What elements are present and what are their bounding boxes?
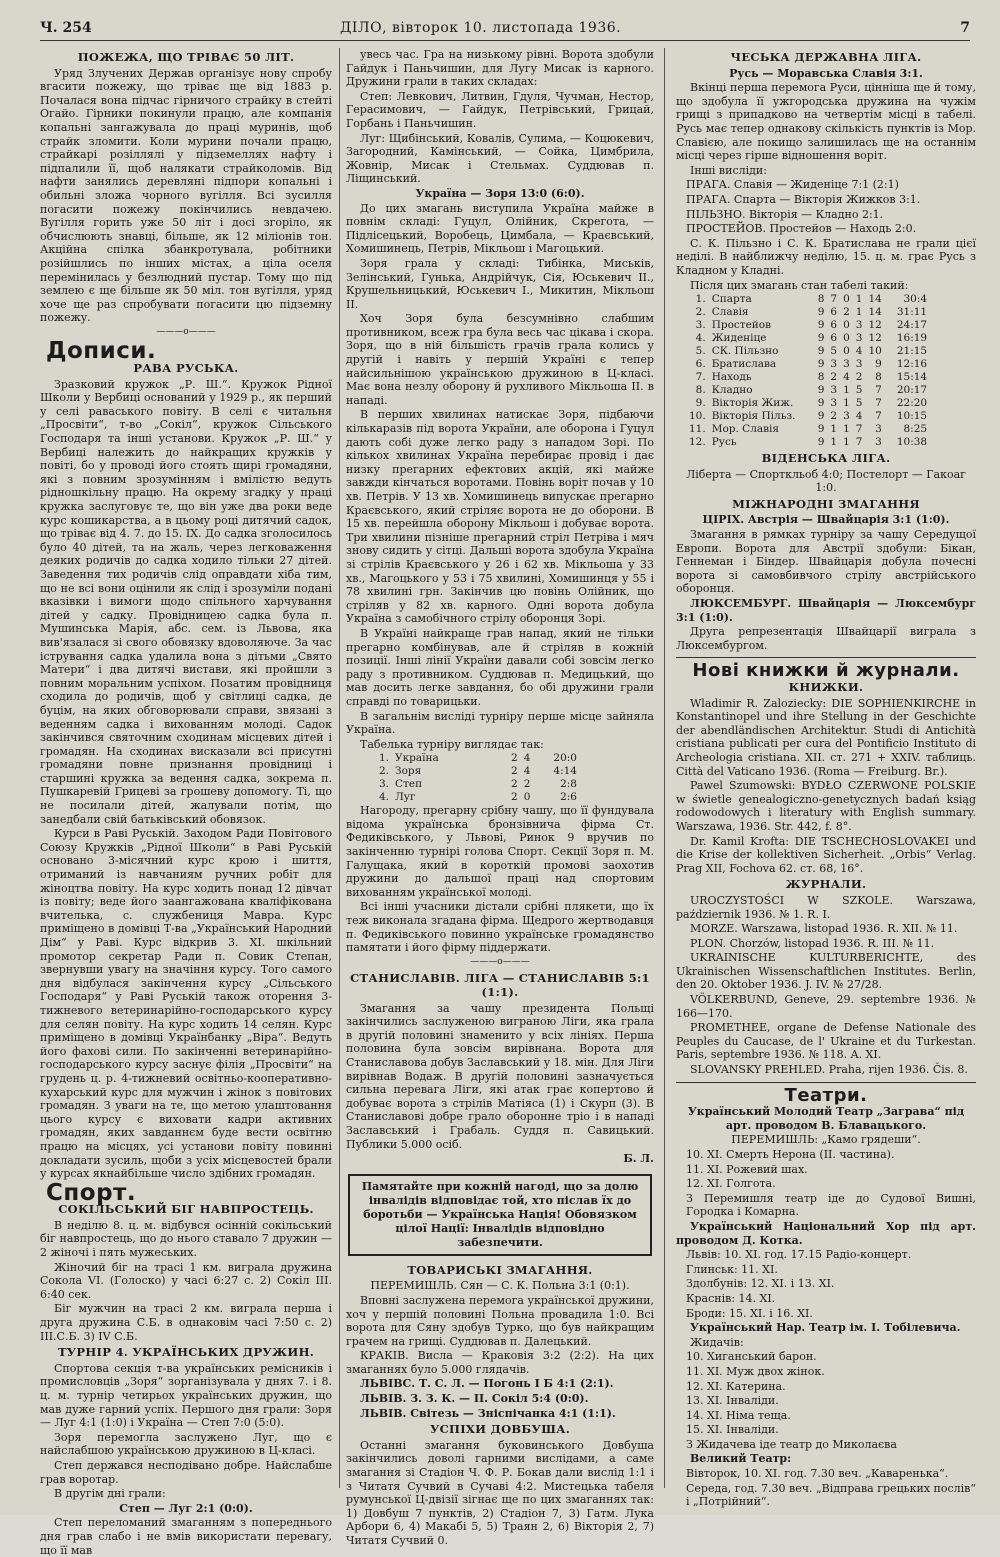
tournament-table-caption: Табелька турніру виглядає так: — [360, 737, 544, 751]
journals-subheading: ЖУРНАЛИ. — [785, 877, 867, 892]
lviv-result-1: ЛЬВІВС. Т. С. Л. — Погонь І Б 4:1 (2:1). — [360, 1377, 614, 1391]
row-games: 2 — [511, 765, 518, 778]
row-d: 1 — [843, 384, 850, 397]
row-w: 3 — [830, 384, 838, 397]
other-results-label: Інші висліди: — [690, 163, 767, 177]
row-position: 11. — [689, 423, 706, 436]
row-goals: 10:38 — [896, 436, 928, 449]
vienna-title: ВІДЕНСЬКА ЛІГА. — [761, 451, 891, 466]
row-position: 8. — [695, 384, 706, 397]
row-d: 2 — [843, 306, 850, 319]
step-lineup: Степ: Левкович, Литвин, Гдуля, Чучман, Нестор, Герасимович, — Гайдук, Петрівський, Грицай, Горбань і Паньчишин. — [346, 89, 654, 130]
book-3: Dr. Kamil Krofta: DIE TSCHECHOSLOVAKEI und die Krise der kollektiven Sicherheit. „Orbis“ Verlag. Prag XII, Fochova 62. ст. 68, 16°. — [676, 834, 976, 875]
table-row — [686, 319, 930, 332]
row-d: 3 — [843, 410, 850, 423]
row-l: 4 — [855, 345, 863, 358]
uz-paragraph-4: В перших хвилинах натискає Зоря, підбаючи кількаразів під ворота України, але оборона і Гуцул дають собі дуже легко раду з нападом Зорі. По кількох хвилинах Україна перебирає провід і дає низку прегарних ефектових акцій, які майже завжди кінчаться воротами. Повінь воріт почав у 10 хв. Петрів. У 13 хв. Хомишинець випускає прегарно Краєвського, який стріляє ворота не до оборони. В 15 хв. перейшла оборону Мікльош і добуває ворота. Три хвилини пізніше прегарний стріл Петріва і мяч знову сидить у сітці. Дальші ворота здобула Україна зі стрілів Краєвського у 26 і 62 хв. Мікльоша у 33 хв., Магоцького у 53 і 75 хвилині, Хомишинця у 55 і 78 хвилині грн. Закінчив цю повінь Олійник, що стріляв у 82 хв. карного. Одні ворота добула Україна з самобічного стрілу оборонця Зорі. — [346, 408, 654, 626]
rava-paragraph-2: Курси в Раві Руській. Заходом Ради Повітового Союзу Кружків „Рідної Школи“ в Раві Руській основано 3-місячний курс крою і шиття, отриманий із навчаниям ручних робіт для жіноцтва повіту. На курс ходить понад 12 дівчат із повіту; веде його заангажована кваліфікована вчителька, с. службениця Мавра. Курс приміщено в домівці Т-ва „Український Народний Дім“ у Раві. Курс відкрив 3. XI. шкільний промотор секретар Ради п. Совик Степан, звернувши увагу на значіння курсу. Того самого дня відбулася закінчення курсу „Сільського Господаря“ у Раві Руській також оторення 3-тижневого ветеринарійно-господарського курсу для селян повіту. На курс ходить 14 селян. Курс приміщено в домівці Українбанку „Віра“. Ведуть його фахові сили. По закінченні ветеринарійно-господарського курсу заснує філія „Просвіти“ на грудень ц. р. 4-тижневий освітньо-кооперативно-кухарський курс для мужчин і жінок з повітових громадян. З уваги на те, що метою улаштовання цього курсу є виховати кадри активних громадян, яких завданнєм буде вести освітню працю на місцях, усі установи повіту повинні докладати зусиль, щоби з усіх місцевостей брали у курсах якнайбільше число здібних громадян. — [40, 827, 332, 1181]
uz-paragraph-1: До цих змагань виступила Україна майже в повнім складі: Гуцул, Олійник, Скрегота, — Підлісецький, Воробець, Цимбала, — Краєвський, Хомишинець, Петрів, Мікльош і Магоцький. — [346, 201, 654, 256]
sokil-text: В неділю 8. ц. м. відбувся осінній сокільський біг навпростець, що до нього ставало 7 дружин — 2 жіночі і пять мужеських. — [40, 1218, 332, 1260]
row-g: 9 — [817, 319, 825, 332]
tournament-title: ТУРНІР 4. УКРАЇНСЬКИХ ДРУЖИН. — [57, 1345, 315, 1360]
list-item: 10. XI. Смерть Нерона (II. частина). — [686, 1148, 895, 1161]
journal-item: VÖLKERBUND, Geneve, 29. septembre 1936. № 166—170. — [676, 993, 976, 1020]
rava-title: РАВА РУСЬКА. — [133, 361, 239, 376]
intl-title: МІЖНАРОДНІ ЗМАГАННЯ — [732, 496, 920, 511]
table-row — [686, 436, 930, 449]
row-goals: 24:17 — [896, 319, 928, 332]
page-header — [40, 18, 970, 41]
row-team: Русь — [711, 436, 737, 449]
friendly-title: ТОВАРИСЬКІ ЗМАГАННЯ. — [407, 1262, 593, 1277]
list-item: 12. XI. Голгота. — [686, 1177, 776, 1191]
book-2: Pawel Szumowski: BYDŁO CZERWONE POLSKIE w świetle genealogiczno-genetycznych badań ksiąg rodowodowych i literatury with English summary. Warszawa, 1936. Str. 442, f. 8°. — [676, 779, 976, 833]
row-goals: 20:17 — [896, 384, 928, 397]
row-w: 1 — [830, 423, 838, 436]
row-d: 4 — [843, 371, 850, 384]
row-l: 1 — [855, 293, 863, 306]
league-table — [686, 293, 930, 449]
page-number-left: Ч. 254 — [40, 20, 92, 36]
list-item: 14. XI. Німа теща. — [686, 1408, 791, 1422]
fire-title: ПОЖЕЖА, ЩО ТРІВАЄ 50 ЛІТ. — [77, 50, 295, 64]
separator-circle: ———o——— — [156, 326, 216, 337]
row-d: 0 — [843, 319, 850, 332]
row-team: Степ — [395, 778, 423, 791]
theatre-2-list — [676, 1248, 976, 1320]
table-row — [376, 791, 580, 804]
row-pts: 14 — [868, 306, 882, 319]
column-3 — [676, 48, 976, 1509]
table-row — [376, 765, 580, 778]
boxed-notice: Памятайте при кожній нагоді, що за долю інвалідів відповідає той, хто післав їх до боротьби — Українська Нація! Обовязком цілої Нації: Інвалідів відповідно забезпечити. — [348, 1174, 652, 1256]
intl-paragraph-1: Змагання в рямках турніру за чашу Середущої Европи. Ворота для Австрії здобули: Бікан, Геннеман і Біндер. Швайцарія добула почесні ворота зі самовбивчого стрілу австрійського оборонця. — [676, 528, 976, 596]
row-goals: 30:4 — [903, 293, 928, 306]
row-position: 9. — [695, 397, 706, 410]
uz-paragraph-6: В загальнім висліді турніру перше місце зайняла Україна. — [346, 709, 654, 737]
separator-circle: ———o——— — [470, 956, 530, 967]
krakiv-result: КРАКІВ. Висла — Краковія 3:2 (2:2). На цих змаганнях було 5.000 глядачів. — [346, 1349, 654, 1376]
theatre-heading: Театри. — [784, 1084, 868, 1106]
theatre-3-title: Український Нар. Театр ім. І. Тобілевича. — [690, 1321, 961, 1335]
row-pts: 12 — [868, 319, 882, 332]
row-position: 5. — [695, 345, 706, 358]
row-team: Жиденіце — [711, 332, 767, 345]
row-pts: 14 — [868, 293, 882, 306]
divider — [676, 1082, 976, 1083]
result-item: ПІЛЬЗНО. Вікторія — Кладно 2:1. — [686, 207, 884, 221]
row-team: Зоря — [395, 765, 422, 778]
row-position: 3. — [379, 778, 390, 791]
list-item: 10. Хиганський барон. — [686, 1350, 817, 1364]
row-team: Простейов — [711, 319, 772, 332]
list-item: Середа, год. 7.30 веч. „Відправа грецьких послів“ і „Потрійний“. — [686, 1481, 976, 1509]
signature: Б. Л. — [623, 1152, 654, 1166]
dovbush-title: УСПІХИ ДОВБУША. — [429, 1422, 571, 1437]
row-team: Вікторія Пільз. — [711, 410, 796, 423]
books-heading: Нові книжки й журнали. — [692, 660, 960, 682]
table-row — [686, 293, 930, 306]
row-team: Вікторія Жиж. — [711, 397, 794, 410]
list-item: 12. XI. Катерина. — [686, 1379, 786, 1393]
row-points: 4 — [523, 752, 531, 765]
list-item: Вівторок, 10. XI. год. 7.30 веч. „Каваренька“. — [686, 1467, 949, 1481]
list-item: З Перемишля театр іде до Судової Вишні, Городка і Комарна. — [686, 1191, 976, 1219]
row-goals: 12:16 — [896, 358, 928, 371]
results-list — [676, 178, 976, 235]
row-team: Мор. Славія — [711, 423, 780, 436]
journal-item: MORZE. Warszawa, listopad 1936. R. XII. № 11. — [690, 922, 958, 936]
masthead: ДІЛО, вівторок 10. листопада 1936. — [340, 20, 622, 36]
intl-paragraph-2: Друга репрезентація Швайцарії виграла з Люксембургом. — [676, 625, 976, 652]
row-team: СК. Пільзно — [711, 345, 779, 358]
list-item: Краснів: 14. XI. — [686, 1291, 776, 1305]
row-games: 2 — [511, 791, 518, 804]
row-goals: 21:15 — [896, 345, 928, 358]
list-item: 11. XI. Муж двох жінок. — [686, 1364, 825, 1378]
row-position: 10. — [689, 410, 706, 423]
row-team: Находь — [711, 371, 752, 384]
row-goals: 8:25 — [903, 423, 928, 436]
row-team: Кладно — [711, 384, 753, 397]
row-d: 3 — [843, 358, 850, 371]
luxembourg-result: ЛЮКСЕМБУРГ. Швайцарія — Люксембург 3:1 (1:0). — [676, 597, 976, 624]
row-w: 6 — [830, 306, 838, 319]
row-g: 9 — [817, 423, 825, 436]
row-points: 2 — [523, 778, 531, 791]
row-goals: 15:14 — [896, 371, 928, 384]
tournament-paragraph-3: Степ держався несподівано добре. Найслабше грав воротар. — [40, 1458, 332, 1486]
table-row — [686, 345, 930, 358]
theatre-2-title: Український Національний Хор під арт. проводом Д. Котка. — [676, 1219, 976, 1247]
row-l: 5 — [855, 397, 863, 410]
list-item: З Жидачева іде театр до Миколаєва — [686, 1437, 897, 1451]
row-w: 3 — [830, 397, 838, 410]
row-g: 9 — [817, 384, 825, 397]
row-w: 2 — [830, 410, 838, 423]
row-g: 9 — [817, 397, 825, 410]
list-item: 15. XI. Інваліди. — [686, 1423, 779, 1437]
rava-paragraph-1: Зразковий кружок „Р. Ш.“. Кружок Рідної Школи у Вербиці оснований у 1929 р., як перший у селі раваського повіту. В селі є читальня „Просвіти“, т-во „Сокіл“, кружок Сільського Господаря та інші установи. Кружок „Р. Ш.“ у Вербиці належить до найкращих кружків у повіті, бо у проводі його стоять щирі громадяни, які з повним зрозумінням і вмілістю ведуть рідношкільну працю. На окрему згадку у праці кружка заслуговує те, що він уже два роки веде курс кошикарства, а в цьому році дитячий садок, що тріває від 4. 7. до 15. IX. До садка зголосилось було 40 дітей, та на жаль, через легковаження деяких родичів до садка ходило тільки 27 дітей. Заведення тих родичів слід оправдати хіба тим, що не всі вони оцінили як слід і зрозуміли подані вказівки і вимоги щодо спільного харчування дітей у садку. Провідницею садка була п. Мушинська Марія, абс. сем. із Львова, яка вив'язалася зі свого обовязку вдоволяюче. За час істрування садка удалила вона з дітьми „Свято Матери“ і два дитячі вистави, які пройшли з повним моральним успіхом. Позатим провідниця сходила до родичів, щоб у світлиці садка, де буцім, на яких обговорювали справи, звязані з веденням садка і вихованням молоді. Садок закінчився святочним сходинам місцевих дітей і громадян. На сходинах висказали всі присутні громадяни повне признання провідниці і старшині кружка за ведення садка, зокрема п. Пушкаревій Грицеві за грошеву допомогу. Ті, що не посилали дітей, жалували потім, що занедбали свій батьківський обовязок. — [40, 377, 332, 826]
row-g: 8 — [817, 293, 825, 306]
row-pts: 8 — [875, 371, 882, 384]
row-g: 9 — [817, 306, 825, 319]
list-item: Львів: 10. XI. год. 17.15 Радіо-концерт. — [686, 1248, 912, 1262]
row-d: 1 — [843, 397, 850, 410]
przemysl-result: ПЕРЕМИШЛЬ. Сян — С. К. Польна 3:1 (0:1). — [370, 1279, 630, 1293]
row-position: 1. — [379, 752, 390, 765]
journal-item: SLOVANSKY PREHLED. Praha, rijen 1936. Čis. 8. — [690, 1063, 968, 1077]
row-g: 9 — [817, 436, 825, 449]
zurich-result: ЦІРІХ. Австрія — Швайцарія 3:1 (1:0). — [702, 513, 950, 527]
tournament-paragraph-1: Спортова секція т-ва українських ремісників і промисловців „Зоря“ зорганізувала у днях 7. і 8. ц. м. турнір четирьох українських дружин, що мав дуже гарний успіх. Першого дня грали: Зоря — Луг 4:1 (1:0) і Україна — Степ 7:0 (5:0). — [40, 1361, 332, 1430]
table-row — [686, 306, 930, 319]
page-number-right: 7 — [960, 20, 970, 36]
row-position: 4. — [379, 791, 390, 804]
lviv-result-2: ЛЬВІВ. З. З. К. — II. Сокіл 5:4 (0:0). — [360, 1392, 589, 1406]
column-2 — [346, 48, 654, 1547]
lviv-result-3: ЛЬВІВ. Світезь — Зніспічанка 4:1 (1:1). — [360, 1406, 616, 1420]
row-pts: 7 — [875, 397, 882, 410]
row-w: 1 — [830, 436, 838, 449]
row-w: 6 — [830, 319, 838, 332]
theatre-4-list — [676, 1467, 976, 1509]
theatre-1-title: Український Молодий Театр „Заграва“ під арт. проводом В. Блавацького. — [687, 1105, 965, 1132]
row-games: 2 — [511, 752, 518, 765]
row-w: 7 — [830, 293, 838, 306]
ukraina-zorya-result: Україна — Зоря 13:0 (6:0). — [415, 186, 585, 200]
step-lug-result: Степ — Луг 2:1 (0:0). — [119, 1501, 253, 1515]
table-row — [376, 752, 580, 765]
journal-item: UKRAINISCHE KULTURBERICHTE, des Ukrainischen Wissenschaftlichen Institutes. Berlin, den 20. Oktober 1936. J. IV. № 27/28. — [676, 951, 976, 992]
journal-item: PROMETHEE, organe de Defense Nationale des Peuples du Caucase, de l' Ukraine et du Turkestan. Paris, septembre 1936. № 118. A. XI. — [676, 1021, 976, 1062]
row-l: 3 — [855, 358, 863, 371]
row-position: 2. — [695, 306, 706, 319]
journal-item: PLON. Chorzów, listopad 1936. R. III. № 11. — [690, 936, 935, 950]
row-points: 0 — [523, 791, 531, 804]
row-games: 2 — [511, 778, 518, 791]
uz-paragraph-2: Зоря грала у складі: Тибінка, Миськів, Зелінський, Гунька, Андрійчук, Сія, Юськевич II., Крушельницький, Юськевич I., Микитин, Мікльош II. — [346, 256, 654, 311]
row-d: 0 — [843, 332, 850, 345]
stanyslaviv-text: Змагання за чашу президента Польщі закінчились заслуженою виграною Ліги, яка грала в другій половині знаменито у всіх лініях. Перша половина була зовсім вирівнана. Ворота для Станиславова добув Заславський у 18. мін. Для Ліги вирівнав Водаж. В другій половині зазначується сильна перевага Ліги, які атак грає копертово й добуває ворота з стрілів Матіяса (1) і Скурп (3). В Станиславові добре грало оборонне тріо і в нападі Заславський і Грабаль. Суддя п. Савицький. Публики 5.000 осіб. — [346, 1001, 654, 1151]
stanyslaviv-title: СТАНИСЛАВІВ. ЛІГА — СТАНИСЛАВІВ 5:1 (1:1). — [350, 971, 650, 999]
uz-paragraph-5: В Україні найкраще грав напад, який не тільки прегарно комбінував, але й стріляв в кожній позиції. Інші лінії України давали собі зовсім легко раду з противником. Суддював п. Медицький, що мав досить легке завдання, бо обі дружини грали справді по товарицьки. — [346, 626, 654, 708]
przemysl-text: Вповні заслужена перемога української дружини, хоч у першій половині Польна провадила 1:0. Всі ворота для Сяну здобув Турко, що був найкращим грачем на грищі. Суддював п. Далецький. — [346, 1293, 654, 1348]
row-team: Братислава — [711, 358, 777, 371]
sokil-men: Біг мужчин на трасі 2 км. виграла перша і друга дружина С.Б. в однаковім часі 7:50 с. 2) III.С.Б. 3) IV С.Б. — [40, 1302, 332, 1343]
list-item: Глинськ: 11. XI. — [686, 1262, 778, 1276]
row-d: 1 — [843, 436, 850, 449]
result-item: ПРАГА. Славія — Жиденіце 7:1 (2:1) — [686, 178, 899, 192]
fire-text: Уряд Злучених Держав організує нову спробу вгасити пожежу, що тріває ще від 1883 р. Почалася вона підчас гірничого страйку в стейті Огайо. Гірники покинули працю, але компанія копальні зангажувала до праці муринів, щоб страйк зломити. Коли мурини почали працю, страйкарі розіллялі у підземеллях нафту і підпалили її, щоб налякати страйколомів. Від нафти занялись деревляні підпори копальні і обильні зложа чорного вугілля. Всі зусилля погасити пожежу покінчились невдачею. Вугілля горить уже 50 літ і досі згоріло, як обчислюють знавці, більше, як 12 міліонів тон. Акційна спілка збанкротувала, робітники розійшлись по інших містах, а ціла оселя перемінилась у безлюдний пустар. Тому що під землею є ще більше як 50 міл. тон вугілля, уряд хоче ще раз спробувати погасити цю підземну пожежу. — [40, 66, 332, 325]
row-pts: 7 — [875, 410, 882, 423]
book-1: Wladimir R. Zaloziecky: DIE SOPHIENKIRCHE in Konstantinopel und ihre Stellung in der Geschichte der abendländischen Architektur. Studi di Antichità cristiana publicati per cura del Pontificio Instituto di Archeologia cristiana. XII. ст. 271 + XXIV. таблиць. Città del Vaticano 1936. (Roma — Freiburg. Br.). — [676, 696, 976, 778]
row-goals: 22:20 — [896, 397, 928, 410]
uz-paragraph-3: Хоч Зоря була безсумнівно слабшим противником, всеж гра була весь час цікава і скора. Зоря, що в ній більшість грачів грала колись у другій і навіть у першій Україні є тепер найсильнішою українською дружиною в Ц-класі. Має вона незлу оборону й рухливого Мікльоша II. в нападі. — [346, 312, 654, 407]
row-d: 0 — [843, 345, 850, 358]
table-row — [686, 397, 930, 410]
table-row — [686, 371, 930, 384]
row-position: 3. — [695, 319, 706, 332]
tournament-paragraph-5: Степ переломаний змаганням з попереднього дня грав слабо і не вмів використати перевагу, що її мав — [40, 1516, 332, 1557]
sport-heading: Спорт. — [46, 1179, 137, 1206]
czech-paragraph-2: С. К. Пільзно і С. К. Братислава не грали цієї неділі. В найближчу неділю, 15. ц. м. грає Русь з Кладном у Кладні. — [676, 236, 976, 277]
row-goals: 4:14 — [553, 765, 577, 778]
czech-paragraph-1: Вкінці перша перемога Руси, цінніша ще й тому, що здобула її ужгородська дружина на чужім грищі з припадково на четвертім місці в табелі. Русь має тепер однакову скількість пунктів із Мор. Славією, але покищо залишилась ще на останнім місці через гірше відношення воріт. — [676, 81, 976, 163]
column-rule-2 — [664, 48, 665, 1488]
row-position: 1. — [695, 293, 706, 306]
row-goals: 2:6 — [560, 791, 577, 804]
list-item: Здолбунів: 12. XI. і 13. XI. — [686, 1277, 835, 1291]
column-1 — [40, 48, 332, 1557]
row-pts: 3 — [875, 423, 882, 436]
theatre-3-list — [676, 1350, 976, 1451]
row-w: 5 — [830, 345, 838, 358]
result-item: ПРОСТЕЙОВ. Простейов — Находь 2:0. — [686, 222, 917, 236]
row-goals: 10:15 — [896, 410, 928, 423]
uz-paragraph-8: Всі інші учасники дістали срібні плякети, що їх теж виконала згадана фірма. Щедрого жертводавця п. Федиківського повинно українське громадянство памятати і його фірму піддержати. — [346, 900, 654, 955]
divider — [676, 657, 976, 658]
row-position: 6. — [695, 358, 706, 371]
row-g: 9 — [817, 345, 825, 358]
row-goals: 2:8 — [560, 778, 577, 791]
row-d: 0 — [843, 293, 850, 306]
league-table-caption: Після цих змагань стан табелі такий: — [690, 278, 909, 292]
table-row — [686, 384, 930, 397]
tournament-paragraph-2: Зоря перемогла заслужено Луг, що є найслабшою українською дружиною в Ц-класі. — [40, 1430, 332, 1458]
lug-lineup: Луг: Щибінський, Ковалів, Сулима, — Коцюкевич, Загородний, Камінський, — Сойка, Цимбрила, Жовнір, Мисак і Стельмах. Суддював п. Ліщинський. — [346, 131, 654, 186]
sokil-women: Жіночий біг на трасі 1 км. виграла дружина Сокола VI. (Голоско) у часі 6:27 с. 2) Сокіл III. 6:40 сек. — [40, 1260, 332, 1301]
row-goals: 31:11 — [896, 306, 928, 319]
row-position: 12. — [689, 436, 706, 449]
table-row — [686, 410, 930, 423]
row-l: 4 — [855, 410, 863, 423]
row-goals: 20:0 — [553, 752, 577, 765]
row-w: 2 — [830, 371, 838, 384]
list-item: Броди: 15. XI. і 16. XI. — [686, 1306, 813, 1320]
row-pts: 10 — [868, 345, 882, 358]
row-w: 6 — [830, 332, 838, 345]
journal-item: UROCZYSTOŚCI W SZKOLE. Warszawa, październik 1936. № 1. R. I. — [676, 893, 976, 921]
row-g: 9 — [817, 332, 825, 345]
row-position: 4. — [695, 332, 706, 345]
row-pts: 9 — [875, 358, 882, 371]
row-team: Спарта — [711, 293, 752, 306]
uz-paragraph-7: Нагороду, прегарну срібну чашу, що її фундувала відома українська бронзівнича фірма Ст. Федиківського, у Львові, Ринок 9 вручив по закінченню турнірі голова Спорт. Секції Зоря п. М. Галущака, який в короткій промові заохотив дружини до дальшої праці над спортовим вихованням української молоді. — [346, 804, 654, 899]
row-l: 5 — [855, 384, 863, 397]
vienna-text: Ліберта — Спорткльоб 4:0; Постелорт — Гакоаг 1:0. — [686, 467, 966, 495]
theatre-3-city: Жидачів: — [690, 1335, 744, 1349]
row-pts: 7 — [875, 384, 882, 397]
column-rule-1 — [339, 48, 340, 1488]
row-g: 9 — [817, 358, 825, 371]
row-l: 1 — [855, 306, 863, 319]
row-pts: 12 — [868, 332, 882, 345]
czech-title: ЧЕСЬКА ДЕРЖАВНА ЛІГА. — [730, 50, 922, 64]
row-l: 3 — [855, 319, 863, 332]
row-team: Луг — [395, 791, 416, 804]
table-row — [686, 358, 930, 371]
row-g: 9 — [817, 410, 825, 423]
rus-result: Русь — Моравська Славія 3:1. — [729, 66, 923, 80]
table-row — [686, 423, 930, 436]
table-row — [686, 332, 930, 345]
row-l: 3 — [855, 332, 863, 345]
continued-text: увесь час. Гра на низькому рівні. Ворота здобули Гайдук і Паньчишин, для Лугу Мисак із карного. Дружини грали в таких складах: — [346, 48, 654, 89]
theatre-1-city: ПЕРЕМИШЛЬ: „Камо грядеши“. — [731, 1133, 921, 1147]
result-item: ПРАГА. Спарта — Вікторія Жижков 3:1. — [686, 192, 921, 206]
row-points: 4 — [523, 765, 531, 778]
list-item: 13. XI. Інваліди. — [686, 1394, 779, 1408]
row-pts: 3 — [875, 436, 882, 449]
row-l: 7 — [855, 436, 863, 449]
journals-list — [676, 894, 976, 1077]
row-g: 8 — [817, 371, 825, 384]
tournament-table — [376, 752, 580, 804]
tournament-paragraph-4: В другім дні грали: — [54, 1487, 166, 1501]
dovbush-text: Останні змагання буковинського Довбуша закінчились доволі гарними вислідами, а саме змагання зі Стадіон Ч. Ф. Р. Бокав дали вислід 1:1 і з Читатя Сучвий в Сучаві 4:2. Мистецька табеля румунської Ц-двізії зігнає ще по цих змаганнях так: 1) Довбуш 7 пунктів, 2) Стадіон 7, 3) Гатм. Лука Арбори 6, 4) Макабі 5, 5) Траян 2, 6) Вікторія 2, 7) Читатя Сучвий 0. — [346, 1438, 654, 1547]
books-subheading: КНИЖКИ. — [788, 680, 864, 694]
row-d: 1 — [843, 423, 850, 436]
theatre-1-list — [676, 1148, 976, 1219]
theatre-4-title: Великий Театр: — [690, 1452, 792, 1466]
row-w: 3 — [830, 358, 838, 371]
row-position: 2. — [379, 765, 390, 778]
row-l: 2 — [855, 371, 863, 384]
row-team: Славія — [711, 306, 749, 319]
row-team: Україна — [395, 752, 439, 765]
sokil-title: СОКІЛЬСЬКИЙ БІГ НАВПРОСТЕЦЬ. — [58, 1202, 314, 1217]
dopysy-heading: Дописи. — [46, 338, 157, 365]
row-l: 7 — [855, 423, 863, 436]
table-row — [376, 778, 580, 791]
list-item: 11. XI. Рожевий шах. — [686, 1162, 808, 1176]
row-position: 7. — [695, 371, 706, 384]
row-goals: 16:19 — [896, 332, 928, 345]
